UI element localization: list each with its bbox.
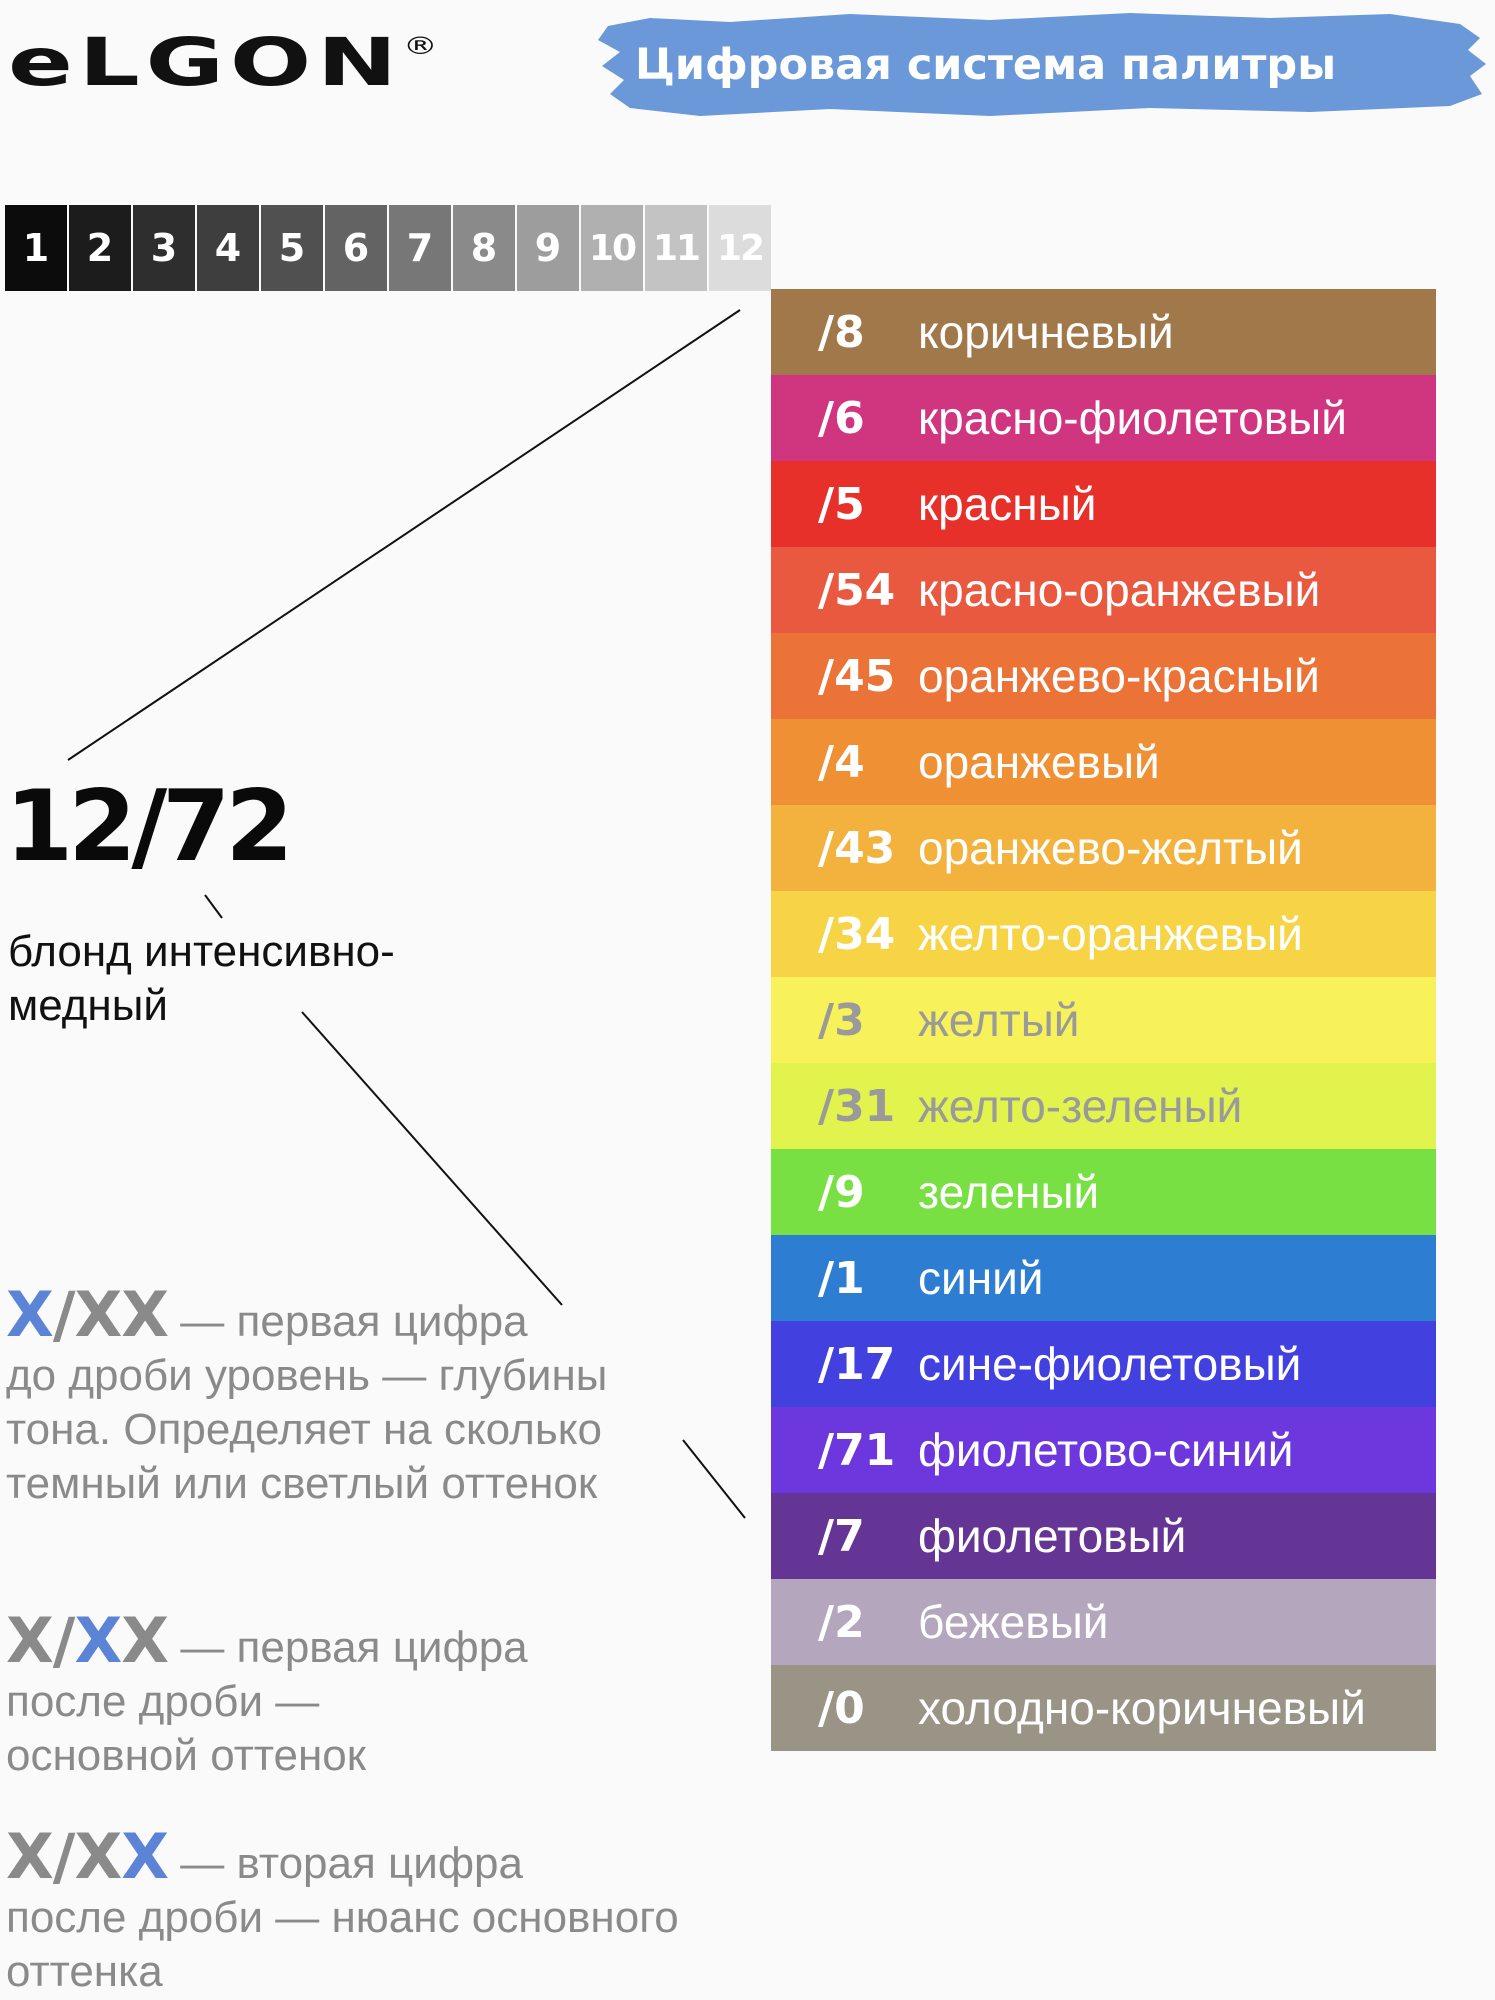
explanation-nuance-text: после дроби — нюанс основного оттенка <box>6 1893 679 1996</box>
level-cell-7: 7 <box>389 205 451 291</box>
palette-name: желто-зеленый <box>918 1080 1243 1132</box>
marker-xx: /XX <box>52 1278 169 1351</box>
explanation-shade-line1: — первая цифра <box>180 1623 528 1672</box>
palette-code: /3 <box>818 994 865 1046</box>
palette-row <box>771 461 1436 547</box>
palette-row <box>771 1579 1436 1665</box>
palette-name: бежевый <box>918 1596 1109 1648</box>
palette-row <box>771 1149 1436 1235</box>
palette-code: /4 <box>818 736 865 788</box>
palette-name: оранжевый <box>918 736 1160 788</box>
palette-code: /45 <box>818 650 896 702</box>
marker-x-trailing: X <box>121 1604 169 1677</box>
palette-code: /17 <box>818 1338 896 1390</box>
explanation-level <box>6 1278 706 1511</box>
palette-name: желтый <box>918 994 1080 1046</box>
palette-row <box>771 633 1436 719</box>
palette-code: /54 <box>818 564 896 616</box>
level-cell-3: 3 <box>133 205 195 291</box>
explanation-nuance <box>6 1820 706 1999</box>
palette-name: красный <box>918 478 1097 530</box>
palette-code: /34 <box>818 908 896 960</box>
palette-row <box>771 1407 1436 1493</box>
palette-name: зеленый <box>918 1166 1100 1218</box>
marker-x-shade: X <box>74 1604 122 1677</box>
explanation-shade <box>6 1604 706 1783</box>
palette-code: /9 <box>818 1166 865 1218</box>
palette-row <box>771 891 1436 977</box>
level-cell-4: 4 <box>197 205 259 291</box>
explanation-level-text: до дроби уровень — глубины тона. Определяет на сколько темный или светлый оттенок <box>6 1351 608 1508</box>
palette-row <box>771 289 1436 375</box>
palette-row <box>771 1063 1436 1149</box>
palette-code: /71 <box>818 1424 896 1476</box>
level-cell-1: 1 <box>5 205 67 291</box>
connector-line-code <box>205 895 222 918</box>
marker-x-nuance: X <box>121 1820 169 1893</box>
palette-row <box>771 1321 1436 1407</box>
logo-text: eLGON <box>8 24 403 101</box>
palette-code: /31 <box>818 1080 896 1132</box>
connector-line-level <box>68 310 740 760</box>
palette-name: синий <box>918 1252 1044 1304</box>
palette-code: /7 <box>818 1510 865 1562</box>
connector-line-shade <box>302 1012 562 1305</box>
level-cell-2: 2 <box>69 205 131 291</box>
example-code: 12/72 <box>5 770 289 884</box>
level-cell-5: 5 <box>261 205 323 291</box>
palette-name: оранжево-красный <box>918 650 1320 702</box>
palette-code: /2 <box>818 1596 865 1648</box>
palette-code: /6 <box>818 392 865 444</box>
palette-row <box>771 719 1436 805</box>
palette-name: оранжево-желтый <box>918 822 1303 874</box>
level-cell-12: 12 <box>709 205 771 291</box>
palette-code: /1 <box>818 1252 865 1304</box>
palette-row <box>771 805 1436 891</box>
palette-row <box>771 1235 1436 1321</box>
palette-row <box>771 977 1436 1063</box>
palette-code: /5 <box>818 478 865 530</box>
palette-name: фиолетово-синий <box>918 1424 1294 1476</box>
level-cell-8: 8 <box>453 205 515 291</box>
level-cell-10: 10 <box>581 205 643 291</box>
banner-title: Цифровая система палитры <box>635 40 1337 90</box>
explanation-level-line1: — первая цифра <box>180 1297 528 1346</box>
example-description: блонд интенсивно-медный <box>8 927 395 1030</box>
level-cell-11: 11 <box>645 205 707 291</box>
level-cell-6: 6 <box>325 205 387 291</box>
palette-row <box>771 547 1436 633</box>
palette-name: желто-оранжевый <box>918 908 1303 960</box>
registered-mark: ® <box>402 32 444 60</box>
marker-x-slash-x: X/X <box>6 1820 122 1893</box>
palette-name: холодно-коричневый <box>918 1682 1366 1734</box>
explanation-shade-text: после дроби — основной оттенок <box>6 1677 366 1780</box>
marker-x-slash: X/ <box>6 1604 75 1677</box>
palette-name: красно-оранжевый <box>918 564 1321 616</box>
palette-table <box>771 289 1436 1751</box>
explanation-nuance-line1: — вторая цифра <box>180 1839 523 1888</box>
palette-name: сине-фиолетовый <box>918 1338 1302 1390</box>
palette-code: /0 <box>818 1682 865 1734</box>
level-cell-9: 9 <box>517 205 579 291</box>
palette-code: /8 <box>818 306 865 358</box>
palette-row <box>771 1665 1436 1751</box>
palette-name: красно-фиолетовый <box>918 392 1347 444</box>
palette-row <box>771 375 1436 461</box>
palette-name: коричневый <box>918 306 1174 358</box>
marker-x-level: X <box>6 1278 53 1351</box>
palette-name: фиолетовый <box>918 1510 1187 1562</box>
palette-code: /43 <box>818 822 896 874</box>
palette-row <box>771 1493 1436 1579</box>
